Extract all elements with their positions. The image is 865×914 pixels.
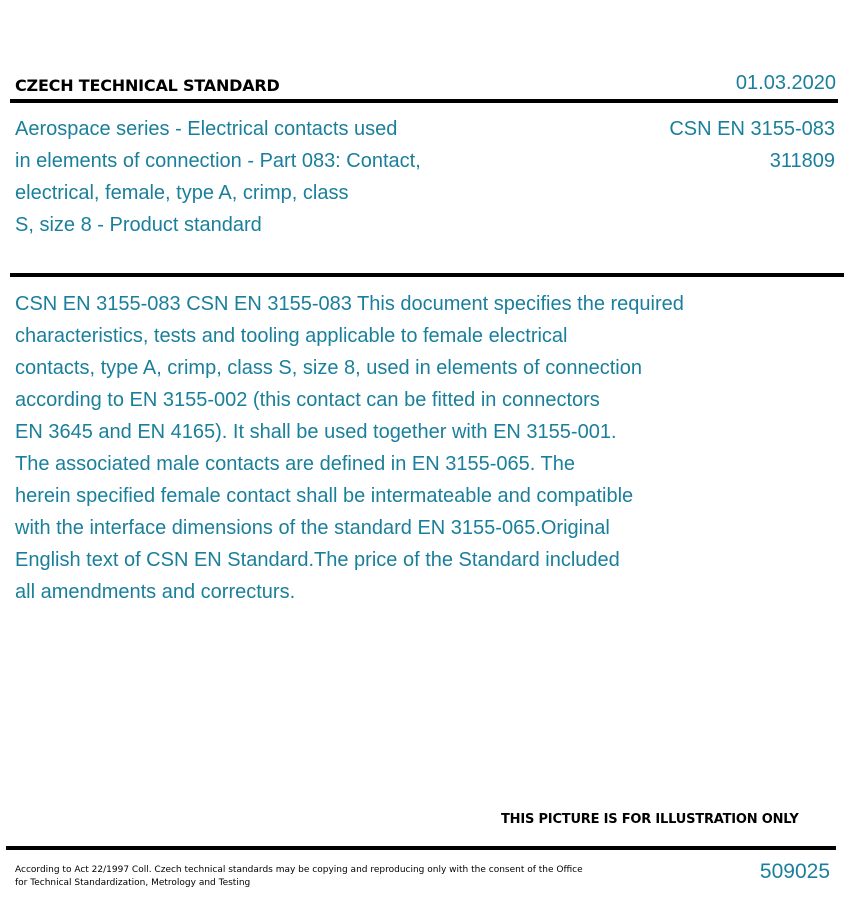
catalog-code: 509025 [759, 860, 830, 883]
document-type-label: CZECH TECHNICAL STANDARD [15, 76, 280, 95]
publication-date: 01.03.2020 [735, 72, 836, 94]
header-divider [10, 99, 838, 103]
standard-number: CSN EN 3155-083 [669, 118, 835, 140]
standard-title: Aerospace series - Electrical contacts used in elements of connection - Part 083: Contact, electrical, female, type A, crimp, class S, size 8 - Product standard [15, 118, 421, 236]
legal-notice: According to Act 22/1997 Coll. Czech technical standards may be copying and reproducing only with the consent of the Office for Technical Standardization, Metrology and Testing [15, 865, 583, 888]
illustration-disclaimer: THIS PICTURE IS FOR ILLUSTRATION ONLY [501, 812, 799, 827]
title-divider [10, 273, 844, 277]
standard-description: CSN EN 3155-083 CSN EN 3155-083 This document specifies the required characteristics, tests and tooling applicable to female electrical contacts, type A, crimp, class S, size 8, used in elements of connection according to EN 3155-002 (this contact can be fitted in connectors EN 3645 and EN 4165). It shall be used together with EN 3155-001. The associated male contacts are defined in EN 3155-065. The herein specified female contact shall be intermateable and compatible with the interface dimensions of the standard EN 3155-065.Original English text of CSN EN Standard.The price of the Standard included all amendments and correcturs. [15, 293, 684, 603]
footer-divider [6, 846, 836, 850]
classification-code: 311809 [769, 150, 835, 172]
